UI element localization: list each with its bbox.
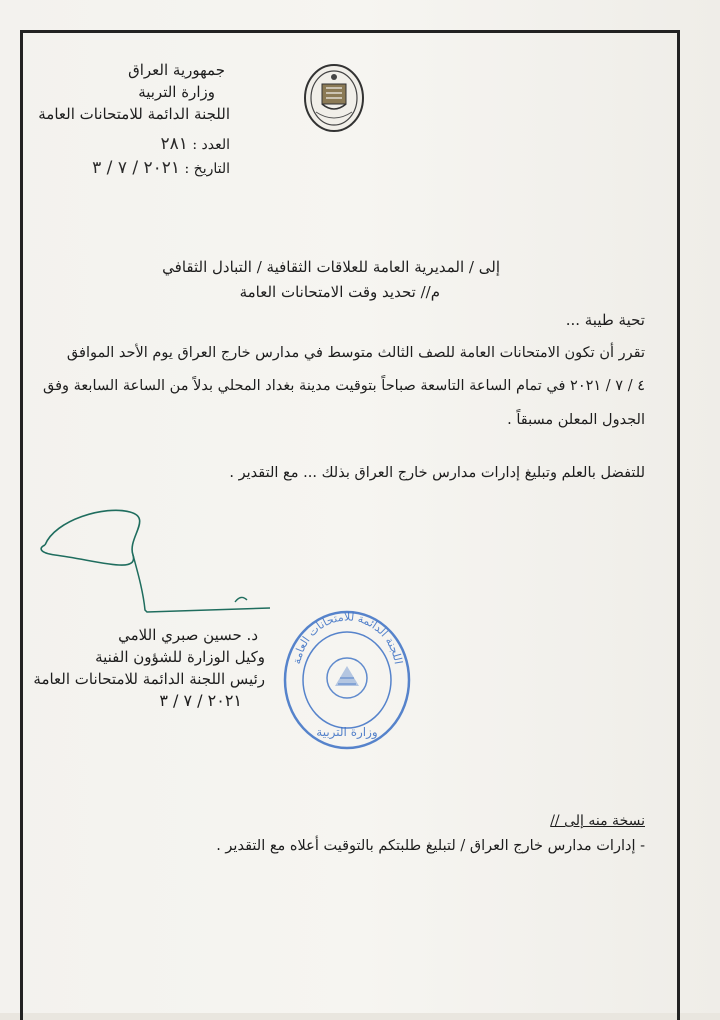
date-label: التاريخ : bbox=[184, 161, 230, 177]
document-date bbox=[92, 158, 230, 178]
stamp-ring-text: اللجنة الدائمة للامتحانات العامة bbox=[290, 610, 405, 666]
svg-text:اللجنة الدائمة للامتحانات العا bbox=[290, 610, 405, 665]
body-line: تقرر أن تكون الامتحانات العامة للصف الثالث متوسط في مدارس خارج العراق يوم الأحد الموافق bbox=[66, 345, 645, 361]
copy-to-item: - إدارات مدارس خارج العراق / لتبليغ طلبتكم بالتوقيت أعلاه مع التقدير . bbox=[216, 838, 645, 854]
header-committee: اللجنة الدائمة للامتحانات العامة bbox=[38, 105, 230, 123]
handwritten-signature bbox=[35, 500, 285, 620]
signatory-committee-role: رئيس اللجنة الدائمة للامتحانات العامة bbox=[33, 670, 265, 688]
date-value: ٢٠٢١ / ٧ / ٣ bbox=[92, 158, 181, 178]
closing-line: للتفضل بالعلم وتبليغ إدارات مدارس خارج العراق بذلك ... مع التقدير . bbox=[229, 465, 645, 481]
subject-line: م// تحديد وقت الامتحانات العامة bbox=[239, 283, 440, 301]
signatory-date: ٢٠٢١ / ٧ / ٣ bbox=[159, 691, 242, 710]
document-number bbox=[160, 134, 230, 154]
copy-to-heading: نسخة منه إلى // bbox=[550, 813, 645, 829]
ministry-emblem-icon bbox=[302, 62, 366, 134]
number-label: العدد : bbox=[192, 137, 230, 153]
signatory-title: وكيل الوزارة للشؤون الفنية bbox=[95, 648, 265, 666]
number-value: ٢٨١ bbox=[160, 134, 188, 154]
header-country: جمهورية العراق bbox=[128, 61, 225, 79]
body-line: ٤ / ٧ / ٢٠٢١ في تمام الساعة التاسعة صباحاً بتوقيت مدينة بغداد المحلي بدلاً من الساعة السابعة وفق bbox=[43, 378, 645, 394]
body-line: الجدول المعلن مسبقاً . bbox=[507, 412, 645, 428]
signatory-name: د. حسين صبري اللامي bbox=[118, 626, 258, 644]
header-ministry: وزارة التربية bbox=[138, 83, 215, 101]
addressee-line: إلى / المديرية العامة للعلاقات الثقافية / التبادل الثقافي bbox=[162, 258, 500, 276]
greeting: تحية طيبة ... bbox=[565, 311, 645, 329]
official-stamp-icon bbox=[280, 608, 415, 753]
stamp-bottom-text: وزارة التربية bbox=[316, 725, 378, 739]
